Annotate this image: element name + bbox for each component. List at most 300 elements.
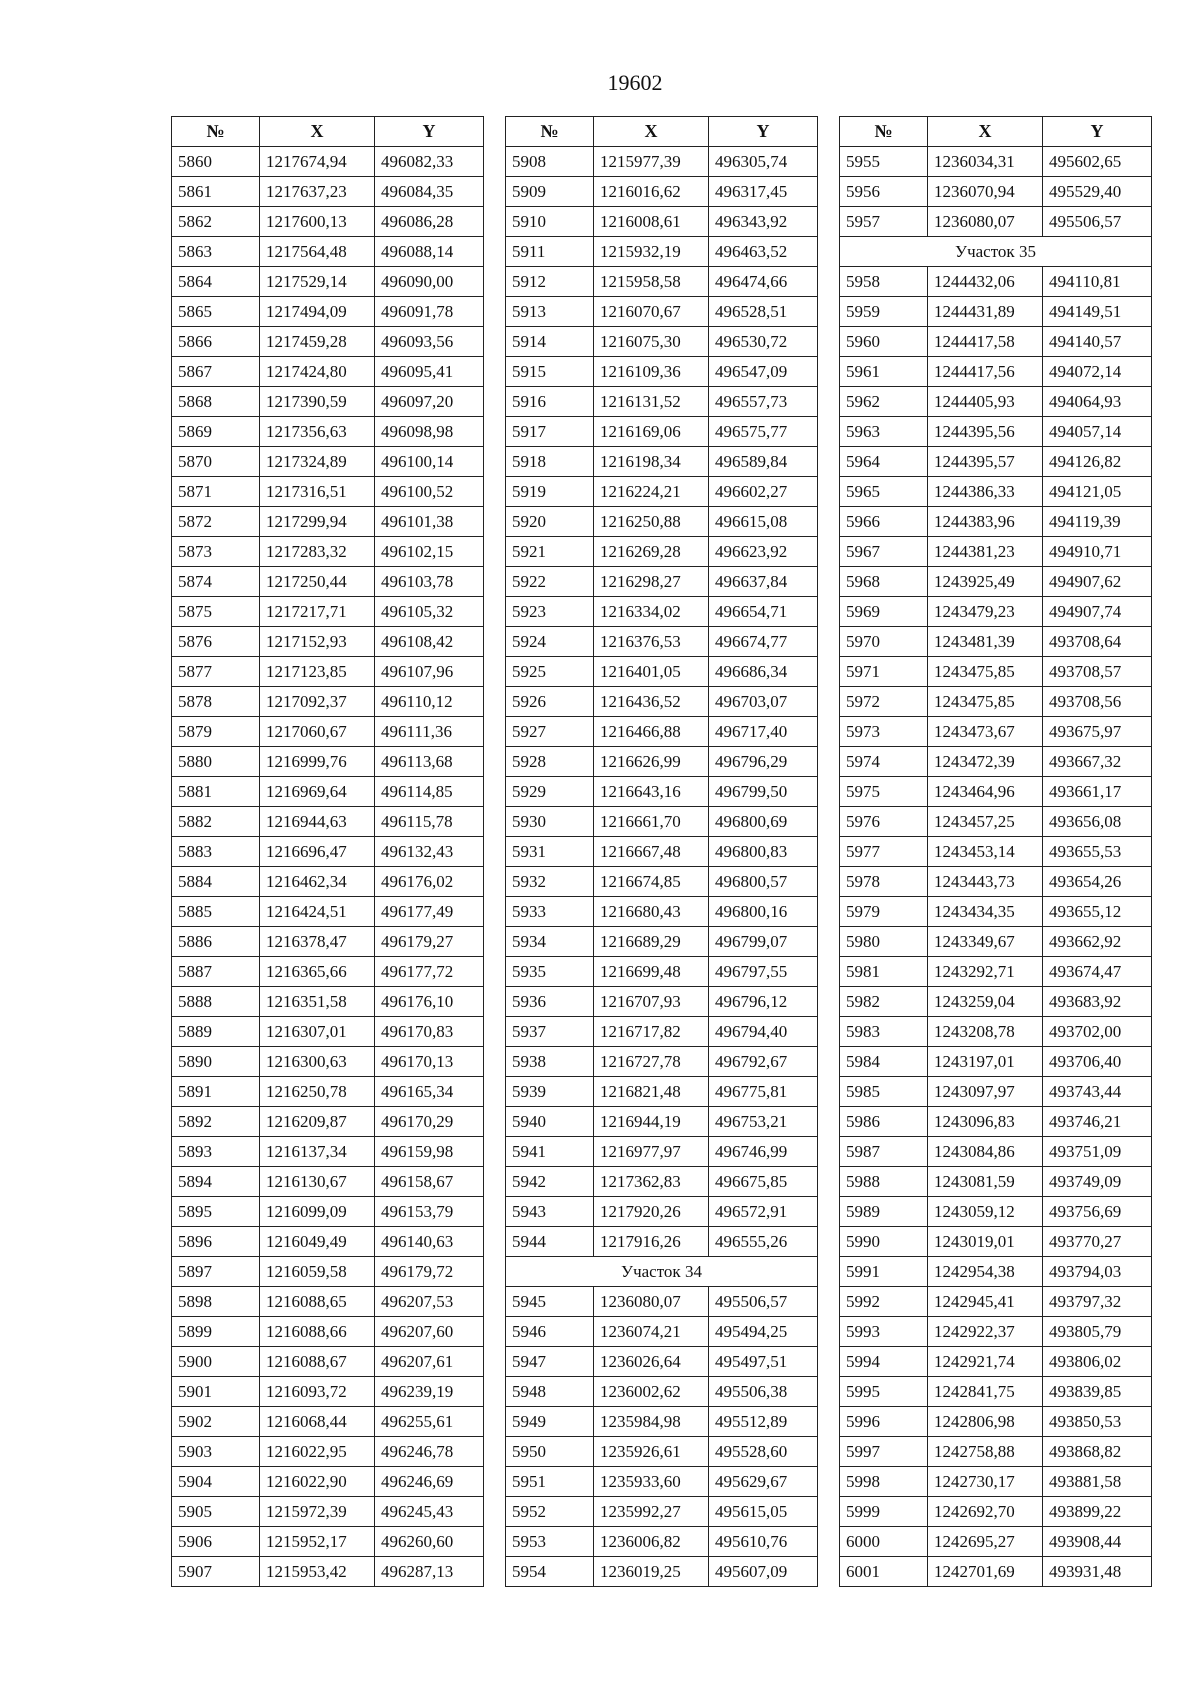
y-coordinate: 493839,85 <box>1043 1377 1152 1407</box>
y-coordinate: 496799,07 <box>709 927 818 957</box>
point-number: 5898 <box>172 1287 260 1317</box>
y-coordinate: 496140,63 <box>375 1227 484 1257</box>
point-number: 5934 <box>506 927 594 957</box>
y-coordinate: 496555,26 <box>709 1227 818 1257</box>
x-coordinate: 1216351,58 <box>260 987 375 1017</box>
y-coordinate: 495506,38 <box>709 1377 818 1407</box>
table-row <box>172 387 484 417</box>
table-row <box>840 1287 1152 1317</box>
table-row <box>172 477 484 507</box>
point-number: 5929 <box>506 777 594 807</box>
table-row <box>172 1197 484 1227</box>
x-coordinate: 1215958,58 <box>594 267 709 297</box>
y-coordinate: 495497,51 <box>709 1347 818 1377</box>
y-coordinate: 496102,15 <box>375 537 484 567</box>
x-coordinate: 1216689,29 <box>594 927 709 957</box>
y-coordinate: 496797,55 <box>709 957 818 987</box>
point-number: 6001 <box>840 1557 928 1587</box>
table-row <box>506 1347 818 1377</box>
x-coordinate: 1216088,66 <box>260 1317 375 1347</box>
y-coordinate: 493655,12 <box>1043 897 1152 927</box>
table-row <box>506 717 818 747</box>
x-coordinate: 1216022,90 <box>260 1467 375 1497</box>
table-row <box>172 627 484 657</box>
section-title: Участок 34 <box>506 1257 818 1287</box>
table-row <box>172 717 484 747</box>
table-row <box>172 1167 484 1197</box>
table-row <box>840 1467 1152 1497</box>
x-coordinate: 1215977,39 <box>594 147 709 177</box>
x-coordinate: 1243197,01 <box>928 1047 1043 1077</box>
coordinates-table <box>505 116 818 1587</box>
table-row <box>172 807 484 837</box>
y-coordinate: 496111,36 <box>375 717 484 747</box>
x-coordinate: 1243443,73 <box>928 867 1043 897</box>
x-coordinate: 1243096,83 <box>928 1107 1043 1137</box>
y-coordinate: 494126,82 <box>1043 447 1152 477</box>
x-coordinate: 1216401,05 <box>594 657 709 687</box>
y-coordinate: 493770,27 <box>1043 1227 1152 1257</box>
table-row <box>506 1437 818 1467</box>
table-row <box>506 1107 818 1137</box>
x-coordinate: 1244395,56 <box>928 417 1043 447</box>
point-number: 5973 <box>840 717 928 747</box>
y-coordinate: 496239,19 <box>375 1377 484 1407</box>
x-coordinate: 1216821,48 <box>594 1077 709 1107</box>
y-coordinate: 496179,72 <box>375 1257 484 1287</box>
y-coordinate: 496799,50 <box>709 777 818 807</box>
x-coordinate: 1236034,31 <box>928 147 1043 177</box>
point-number: 5868 <box>172 387 260 417</box>
y-coordinate: 496091,78 <box>375 297 484 327</box>
y-coordinate: 493706,40 <box>1043 1047 1152 1077</box>
table-row <box>840 357 1152 387</box>
point-number: 5992 <box>840 1287 928 1317</box>
point-number: 5993 <box>840 1317 928 1347</box>
x-coordinate: 1216049,49 <box>260 1227 375 1257</box>
x-coordinate: 1215932,19 <box>594 237 709 267</box>
y-coordinate: 496095,41 <box>375 357 484 387</box>
y-coordinate: 493674,47 <box>1043 957 1152 987</box>
point-number: 5982 <box>840 987 928 1017</box>
table-row <box>840 1377 1152 1407</box>
y-coordinate: 496179,27 <box>375 927 484 957</box>
y-coordinate: 494064,93 <box>1043 387 1152 417</box>
y-coordinate: 496114,85 <box>375 777 484 807</box>
x-coordinate: 1216075,30 <box>594 327 709 357</box>
point-number: 5886 <box>172 927 260 957</box>
y-coordinate: 494149,51 <box>1043 297 1152 327</box>
y-coordinate: 496796,12 <box>709 987 818 1017</box>
y-coordinate: 493743,44 <box>1043 1077 1152 1107</box>
y-coordinate: 493805,79 <box>1043 1317 1152 1347</box>
point-number: 5990 <box>840 1227 928 1257</box>
x-coordinate: 1236074,21 <box>594 1317 709 1347</box>
x-coordinate: 1242758,88 <box>928 1437 1043 1467</box>
point-number: 5873 <box>172 537 260 567</box>
y-coordinate: 496110,12 <box>375 687 484 717</box>
point-number: 5978 <box>840 867 928 897</box>
point-number: 5878 <box>172 687 260 717</box>
y-coordinate: 496093,56 <box>375 327 484 357</box>
y-coordinate: 496113,68 <box>375 747 484 777</box>
point-number: 5996 <box>840 1407 928 1437</box>
x-coordinate: 1244386,33 <box>928 477 1043 507</box>
y-coordinate: 496246,78 <box>375 1437 484 1467</box>
point-number: 5911 <box>506 237 594 267</box>
point-number: 5916 <box>506 387 594 417</box>
x-coordinate: 1236080,07 <box>594 1287 709 1317</box>
point-number: 5937 <box>506 1017 594 1047</box>
x-coordinate: 1217152,93 <box>260 627 375 657</box>
x-coordinate: 1216674,85 <box>594 867 709 897</box>
x-coordinate: 1216707,93 <box>594 987 709 1017</box>
table-row <box>506 777 818 807</box>
y-coordinate: 494140,57 <box>1043 327 1152 357</box>
point-number: 5926 <box>506 687 594 717</box>
x-coordinate: 1216250,78 <box>260 1077 375 1107</box>
table-row <box>172 1497 484 1527</box>
y-coordinate: 494910,71 <box>1043 537 1152 567</box>
x-coordinate: 1243097,97 <box>928 1077 1043 1107</box>
y-coordinate: 496547,09 <box>709 357 818 387</box>
table-row <box>172 1347 484 1377</box>
table-row <box>840 207 1152 237</box>
x-coordinate: 1243464,96 <box>928 777 1043 807</box>
x-coordinate: 1216436,52 <box>594 687 709 717</box>
x-coordinate: 1216999,76 <box>260 747 375 777</box>
y-coordinate: 496207,61 <box>375 1347 484 1377</box>
y-coordinate: 496800,69 <box>709 807 818 837</box>
point-number: 5932 <box>506 867 594 897</box>
point-number: 5975 <box>840 777 928 807</box>
table-row <box>172 1017 484 1047</box>
x-coordinate: 1243208,78 <box>928 1017 1043 1047</box>
point-number: 5896 <box>172 1227 260 1257</box>
table-row <box>172 1527 484 1557</box>
point-number: 5903 <box>172 1437 260 1467</box>
y-coordinate: 496088,14 <box>375 237 484 267</box>
point-number: 5936 <box>506 987 594 1017</box>
x-coordinate: 1216269,28 <box>594 537 709 567</box>
table-row <box>840 657 1152 687</box>
y-coordinate: 496176,10 <box>375 987 484 1017</box>
y-coordinate: 495610,76 <box>709 1527 818 1557</box>
x-coordinate: 1244431,89 <box>928 297 1043 327</box>
header-number: № <box>172 117 260 147</box>
point-number: 5988 <box>840 1167 928 1197</box>
point-number: 5920 <box>506 507 594 537</box>
table-row <box>506 207 818 237</box>
y-coordinate: 496317,45 <box>709 177 818 207</box>
point-number: 5979 <box>840 897 928 927</box>
x-coordinate: 1243292,71 <box>928 957 1043 987</box>
table-row <box>840 507 1152 537</box>
point-number: 5949 <box>506 1407 594 1437</box>
x-coordinate: 1243084,86 <box>928 1137 1043 1167</box>
table-row <box>840 567 1152 597</box>
point-number: 5908 <box>506 147 594 177</box>
table-row <box>172 507 484 537</box>
y-coordinate: 494121,05 <box>1043 477 1152 507</box>
point-number: 5984 <box>840 1047 928 1077</box>
x-coordinate: 1243081,59 <box>928 1167 1043 1197</box>
point-number: 5867 <box>172 357 260 387</box>
point-number: 5976 <box>840 807 928 837</box>
y-coordinate: 493708,56 <box>1043 687 1152 717</box>
table-row <box>172 417 484 447</box>
x-coordinate: 1243019,01 <box>928 1227 1043 1257</box>
table-row <box>506 297 818 327</box>
table-row <box>172 837 484 867</box>
point-number: 5866 <box>172 327 260 357</box>
x-coordinate: 1243434,35 <box>928 897 1043 927</box>
x-coordinate: 1217324,89 <box>260 447 375 477</box>
point-number: 5997 <box>840 1437 928 1467</box>
table-row <box>172 567 484 597</box>
y-coordinate: 496101,38 <box>375 507 484 537</box>
point-number: 5931 <box>506 837 594 867</box>
x-coordinate: 1236026,64 <box>594 1347 709 1377</box>
table-row <box>506 987 818 1017</box>
table-row <box>840 537 1152 567</box>
x-coordinate: 1216068,44 <box>260 1407 375 1437</box>
point-number: 5938 <box>506 1047 594 1077</box>
table-row <box>840 1557 1152 1587</box>
x-coordinate: 1217092,37 <box>260 687 375 717</box>
point-number: 5892 <box>172 1107 260 1137</box>
table-row <box>506 1317 818 1347</box>
x-coordinate: 1216088,65 <box>260 1287 375 1317</box>
x-coordinate: 1216626,99 <box>594 747 709 777</box>
x-coordinate: 1236080,07 <box>928 207 1043 237</box>
x-coordinate: 1217356,63 <box>260 417 375 447</box>
point-number: 5989 <box>840 1197 928 1227</box>
x-coordinate: 1216008,61 <box>594 207 709 237</box>
y-coordinate: 496170,83 <box>375 1017 484 1047</box>
x-coordinate: 1235926,61 <box>594 1437 709 1467</box>
table-row <box>172 927 484 957</box>
x-coordinate: 1217637,23 <box>260 177 375 207</box>
y-coordinate: 496082,33 <box>375 147 484 177</box>
x-coordinate: 1217529,14 <box>260 267 375 297</box>
table-row <box>172 987 484 1017</box>
table-row <box>172 267 484 297</box>
x-coordinate: 1244383,96 <box>928 507 1043 537</box>
section-row <box>840 237 1152 267</box>
table-row <box>840 387 1152 417</box>
table-row <box>172 1317 484 1347</box>
y-coordinate: 493806,02 <box>1043 1347 1152 1377</box>
x-coordinate: 1216466,88 <box>594 717 709 747</box>
y-coordinate: 496343,92 <box>709 207 818 237</box>
y-coordinate: 496260,60 <box>375 1527 484 1557</box>
y-coordinate: 496703,07 <box>709 687 818 717</box>
y-coordinate: 496575,77 <box>709 417 818 447</box>
point-number: 5925 <box>506 657 594 687</box>
table-row <box>840 717 1152 747</box>
table-row <box>172 297 484 327</box>
y-coordinate: 496753,21 <box>709 1107 818 1137</box>
x-coordinate: 1243479,23 <box>928 597 1043 627</box>
y-coordinate: 496794,40 <box>709 1017 818 1047</box>
point-number: 5884 <box>172 867 260 897</box>
y-coordinate: 496623,92 <box>709 537 818 567</box>
table-row <box>506 1377 818 1407</box>
y-coordinate: 493675,97 <box>1043 717 1152 747</box>
point-number: 5889 <box>172 1017 260 1047</box>
table-row <box>506 897 818 927</box>
x-coordinate: 1244395,57 <box>928 447 1043 477</box>
point-number: 5888 <box>172 987 260 1017</box>
y-coordinate: 496530,72 <box>709 327 818 357</box>
table-row <box>506 507 818 537</box>
point-number: 5906 <box>172 1527 260 1557</box>
y-coordinate: 495512,89 <box>709 1407 818 1437</box>
point-number: 5909 <box>506 177 594 207</box>
point-number: 5875 <box>172 597 260 627</box>
table-row <box>840 267 1152 297</box>
y-coordinate: 496245,43 <box>375 1497 484 1527</box>
table-row <box>840 837 1152 867</box>
y-coordinate: 496132,43 <box>375 837 484 867</box>
x-coordinate: 1235984,98 <box>594 1407 709 1437</box>
table-row <box>840 1407 1152 1437</box>
table-row <box>840 597 1152 627</box>
table-row <box>506 1077 818 1107</box>
x-coordinate: 1217564,48 <box>260 237 375 267</box>
table-row <box>172 147 484 177</box>
table-row <box>840 147 1152 177</box>
y-coordinate: 496572,91 <box>709 1197 818 1227</box>
coordinates-table-2 <box>505 116 817 1587</box>
x-coordinate: 1236002,62 <box>594 1377 709 1407</box>
x-coordinate: 1235992,27 <box>594 1497 709 1527</box>
table-row <box>840 747 1152 777</box>
y-coordinate: 496792,67 <box>709 1047 818 1077</box>
x-coordinate: 1243059,12 <box>928 1197 1043 1227</box>
y-coordinate: 496090,00 <box>375 267 484 297</box>
table-row <box>840 927 1152 957</box>
y-coordinate: 493702,00 <box>1043 1017 1152 1047</box>
point-number: 5944 <box>506 1227 594 1257</box>
x-coordinate: 1216376,53 <box>594 627 709 657</box>
y-coordinate: 496796,29 <box>709 747 818 777</box>
x-coordinate: 1216944,63 <box>260 807 375 837</box>
y-coordinate: 496086,28 <box>375 207 484 237</box>
y-coordinate: 496084,35 <box>375 177 484 207</box>
table-row <box>172 1437 484 1467</box>
table-row <box>840 1137 1152 1167</box>
x-coordinate: 1217123,85 <box>260 657 375 687</box>
x-coordinate: 1235933,60 <box>594 1467 709 1497</box>
point-number: 5942 <box>506 1167 594 1197</box>
x-coordinate: 1216070,67 <box>594 297 709 327</box>
x-coordinate: 1216224,21 <box>594 477 709 507</box>
table-row <box>172 447 484 477</box>
x-coordinate: 1217316,51 <box>260 477 375 507</box>
header-x: X <box>594 117 709 147</box>
x-coordinate: 1216088,67 <box>260 1347 375 1377</box>
x-coordinate: 1216169,06 <box>594 417 709 447</box>
point-number: 5968 <box>840 567 928 597</box>
x-coordinate: 1242954,38 <box>928 1257 1043 1287</box>
x-coordinate: 1242692,70 <box>928 1497 1043 1527</box>
y-coordinate: 494907,74 <box>1043 597 1152 627</box>
point-number: 5901 <box>172 1377 260 1407</box>
table-row <box>840 957 1152 987</box>
y-coordinate: 496100,14 <box>375 447 484 477</box>
point-number: 5955 <box>840 147 928 177</box>
point-number: 5872 <box>172 507 260 537</box>
point-number: 5893 <box>172 1137 260 1167</box>
x-coordinate: 1216250,88 <box>594 507 709 537</box>
point-number: 5902 <box>172 1407 260 1437</box>
table-row <box>506 267 818 297</box>
x-coordinate: 1216130,67 <box>260 1167 375 1197</box>
x-coordinate: 1236019,25 <box>594 1557 709 1587</box>
x-coordinate: 1217060,67 <box>260 717 375 747</box>
y-coordinate: 495506,57 <box>709 1287 818 1317</box>
point-number: 5986 <box>840 1107 928 1137</box>
x-coordinate: 1216131,52 <box>594 387 709 417</box>
y-coordinate: 496637,84 <box>709 567 818 597</box>
point-number: 5961 <box>840 357 928 387</box>
y-coordinate: 495602,65 <box>1043 147 1152 177</box>
x-coordinate: 1244432,06 <box>928 267 1043 297</box>
x-coordinate: 1217362,83 <box>594 1167 709 1197</box>
x-coordinate: 1216378,47 <box>260 927 375 957</box>
y-coordinate: 495529,40 <box>1043 177 1152 207</box>
x-coordinate: 1217674,94 <box>260 147 375 177</box>
y-coordinate: 496717,40 <box>709 717 818 747</box>
y-coordinate: 493661,17 <box>1043 777 1152 807</box>
point-number: 5974 <box>840 747 928 777</box>
y-coordinate: 496107,96 <box>375 657 484 687</box>
x-coordinate: 1217916,26 <box>594 1227 709 1257</box>
point-number: 5963 <box>840 417 928 447</box>
x-coordinate: 1216462,34 <box>260 867 375 897</box>
point-number: 5887 <box>172 957 260 987</box>
x-coordinate: 1216680,43 <box>594 897 709 927</box>
point-number: 5994 <box>840 1347 928 1377</box>
table-row <box>506 687 818 717</box>
table-row <box>840 987 1152 1017</box>
coordinates-table-3 <box>839 116 1151 1587</box>
table-header-row <box>172 117 484 147</box>
x-coordinate: 1242921,74 <box>928 1347 1043 1377</box>
point-number: 5863 <box>172 237 260 267</box>
table-row <box>172 867 484 897</box>
coordinates-table-1 <box>171 116 483 1587</box>
y-coordinate: 496557,73 <box>709 387 818 417</box>
coordinates-table <box>171 116 484 1587</box>
table-row <box>172 777 484 807</box>
x-coordinate: 1242841,75 <box>928 1377 1043 1407</box>
table-header-row <box>840 117 1152 147</box>
y-coordinate: 496463,52 <box>709 237 818 267</box>
x-coordinate: 1244381,23 <box>928 537 1043 567</box>
point-number: 5972 <box>840 687 928 717</box>
point-number: 5998 <box>840 1467 928 1497</box>
point-number: 5970 <box>840 627 928 657</box>
table-row <box>840 777 1152 807</box>
point-number: 5876 <box>172 627 260 657</box>
x-coordinate: 1244417,58 <box>928 327 1043 357</box>
point-number: 5939 <box>506 1077 594 1107</box>
point-number: 5907 <box>172 1557 260 1587</box>
table-row <box>840 1497 1152 1527</box>
